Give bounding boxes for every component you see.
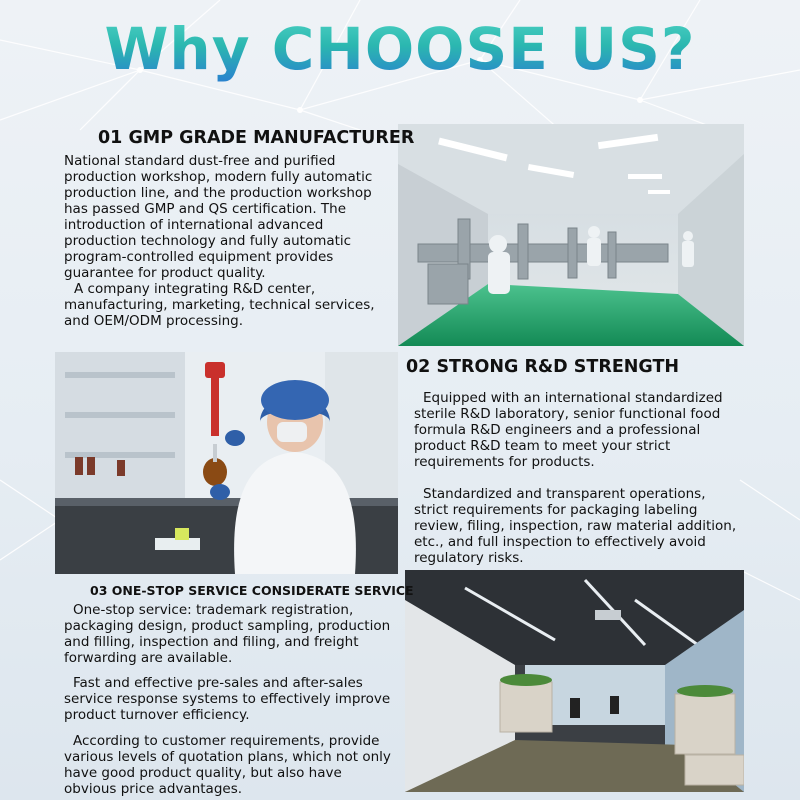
section-one-stop-paragraph-2: Fast and effective pre-sales and after-sales service response systems to effectively improve product turnover efficiency. [64, 675, 391, 723]
section-one-stop-paragraph-3: According to customer requirements, provide various levels of quotation plans, which not only have good product quality, but also have obvious price advantages. [64, 733, 391, 797]
production-workshop-photo [398, 124, 744, 346]
section-rd-paragraph-2: Standardized and transparent operations, strict requirements for packaging labeling review, filing, inspection, raw material addition, etc., and full inspection to effectively avoid regulatory risks. [414, 486, 737, 566]
office-interior-photo [405, 570, 744, 792]
section-heading-rd: 02 STRONG R&D STRENGTH [406, 357, 680, 377]
page-title: Why CHOOSE US? [0, 14, 800, 84]
section-heading-gmp: 01 GMP GRADE MANUFACTURER [98, 128, 415, 148]
laboratory-scientist-photo [55, 352, 398, 574]
section-gmp-paragraph-1: National standard dust-free and purified production workshop, modern fully automatic production line, and the production workshop has passed GMP and QS certification. The introduction of international advanced production technology and fully automatic program-controlled equipment provides guarantee for product quality. [64, 153, 373, 281]
section-heading-one-stop: 03 ONE-STOP SERVICE CONSIDERATE SERVICE [90, 583, 414, 598]
section-rd-paragraph-1: Equipped with an international standardized sterile R&D laboratory, senior functional food formula R&D engineers and a professional product R&D team to meet your strict requirements for products. [414, 390, 723, 470]
section-one-stop-paragraph-1: One-stop service: trademark registration, packaging design, product sampling, production and filling, inspection and filing, and freight forwarding are available. [64, 602, 391, 666]
section-gmp-paragraph-2: A company integrating R&D center, manufacturing, marketing, technical services, and OEM/ODM processing. [64, 281, 375, 329]
